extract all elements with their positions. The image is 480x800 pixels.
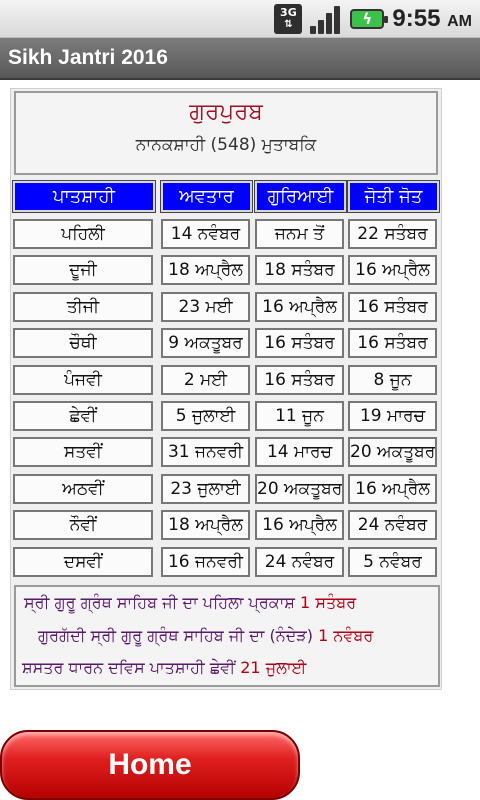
app-title-bar	[0, 38, 480, 80]
clock	[392, 5, 472, 33]
note-text: ਸ਼ਸਤਰ ਧਾਰਨ ਦਵਿਸ ਪਾਤਸ਼ਾਹੀ ਛੇਵੀਂ	[22, 658, 236, 677]
date-cell: 11 ਜੂਨ	[255, 401, 344, 431]
date-cell: 14 ਮਾਰਚ	[255, 437, 344, 467]
column-header-avtar: ਅਵਤਾਰ	[161, 181, 252, 212]
network-type: 3G	[280, 6, 297, 19]
signal-icon	[310, 4, 342, 34]
row-label-cell: ਸਤਵੀਂ	[13, 437, 153, 467]
date-cell: 16 ਅਪ੍ਰੈਲ	[348, 474, 437, 504]
date-cell: 24 ਨਵੰਬਰ	[255, 547, 344, 577]
date-cell: 16 ਜਨਵਰੀ	[161, 547, 250, 577]
date-cell: 20 ਅਕਤੂਬਰ	[348, 437, 437, 467]
header-box	[14, 91, 438, 175]
date-cell: 5 ਜੁਲਾਈ	[161, 401, 250, 431]
date-cell: 9 ਅਕਤੂਬਰ	[161, 328, 250, 358]
clock-time: 9:55	[392, 5, 441, 32]
row-label-cell: ਚੌਥੀ	[13, 328, 153, 358]
row-label-cell: ਤੀਜੀ	[13, 292, 153, 322]
row-label-cell: ਅਠਵੀਂ	[13, 474, 153, 504]
date-cell: 14 ਨਵੰਬਰ	[161, 219, 250, 249]
date-cell: 5 ਨਵੰਬਰ	[348, 547, 437, 577]
app-title: Sikh Jantri 2016	[8, 46, 168, 69]
note-text: ਸ੍ਰੀ ਗੁਰੂ ਗ੍ਰੰਥ ਸਾਹਿਬ ਜੀ ਦਾ ਪਹਿਲਾ ਪ੍ਰਕਾਸ਼	[24, 593, 295, 612]
date-cell: 16 ਸਤੰਬਰ	[255, 365, 344, 395]
column-header-joti-jot: ਜੋਤੀ ਜੋਤ	[348, 181, 439, 212]
date-cell: 2 ਮਈ	[161, 365, 250, 395]
date-cell: 16 ਅਪ੍ਰੈਲ	[255, 292, 344, 322]
row-label-cell: ਛੇਵੀਂ	[13, 401, 153, 431]
battery-charging-icon: ϟ	[350, 9, 384, 29]
column-header-patshahi: ਪਾਤਸ਼ਾਹੀ	[13, 181, 155, 212]
home-button[interactable]: Home	[0, 730, 300, 800]
column-header-guriyai: ਗੁਰਿਆਈ	[255, 181, 346, 212]
page-subtitle: ਨਾਨਕਸ਼ਾਹੀ (548) ਮੁਤਾਬਕਿ	[135, 135, 317, 155]
page-title: ਗੁਰਪੁਰਬ	[189, 99, 263, 125]
date-cell: 31 ਜਨਵਰੀ	[161, 437, 250, 467]
date-cell: 23 ਮਈ	[161, 292, 250, 322]
date-cell: 24 ਨਵੰਬਰ	[348, 510, 437, 540]
note-date: 1 ਨਵੰਬਰ	[318, 626, 374, 645]
status-bar	[0, 0, 480, 38]
note-item	[38, 626, 373, 646]
row-label-cell: ਪੰਜਵੀ	[13, 365, 153, 395]
row-label-cell: ਪਹਿਲੀ	[13, 219, 153, 249]
date-cell: 8 ਜੂਨ	[348, 365, 437, 395]
date-cell: 16 ਅਪ੍ਰੈਲ	[255, 510, 344, 540]
row-label-cell: ਦੂਜੀ	[13, 255, 153, 285]
clock-ampm: AM	[447, 13, 472, 30]
date-cell: 16 ਸਤੰਬਰ	[348, 292, 437, 322]
date-cell: 18 ਅਪ੍ਰੈਲ	[161, 255, 250, 285]
note-date: 21 ਜੁਲਾਈ	[240, 658, 307, 677]
date-cell: 16 ਸਤੰਬਰ	[348, 328, 437, 358]
date-cell: ਜਨਮ ਤੋਂ	[255, 219, 344, 249]
date-cell: 19 ਮਾਰਚ	[348, 401, 437, 431]
date-cell: 22 ਸਤੰਬਰ	[348, 219, 437, 249]
date-cell: 20 ਅਕਤੂਬਰ	[255, 474, 344, 504]
row-label-cell: ਦਸਵੀਂ	[13, 547, 153, 577]
date-cell: 18 ਅਪ੍ਰੈਲ	[161, 510, 250, 540]
row-label-cell: ਨੌਵੀਂ	[13, 510, 153, 540]
gurpurab-panel	[10, 88, 442, 690]
date-cell: 23 ਜੁਲਾਈ	[161, 474, 250, 504]
note-item	[22, 658, 306, 678]
notes-box	[14, 585, 440, 687]
note-text: ਗੁਰਗੱਦੀ ਸ੍ਰੀ ਗੁਰੂ ਗ੍ਰੰਥ ਸਾਹਿਬ ਜੀ ਦਾ (ਨੰਦੇੜ)	[38, 626, 313, 645]
date-cell: 16 ਅਪ੍ਰੈਲ	[348, 255, 437, 285]
date-cell: 18 ਸਤੰਬਰ	[255, 255, 344, 285]
date-cell: 16 ਸਤੰਬਰ	[255, 328, 344, 358]
note-item	[24, 593, 356, 613]
note-date: 1 ਸਤੰਬਰ	[300, 593, 357, 612]
3g-data-icon: 3G ⇅	[274, 4, 302, 34]
